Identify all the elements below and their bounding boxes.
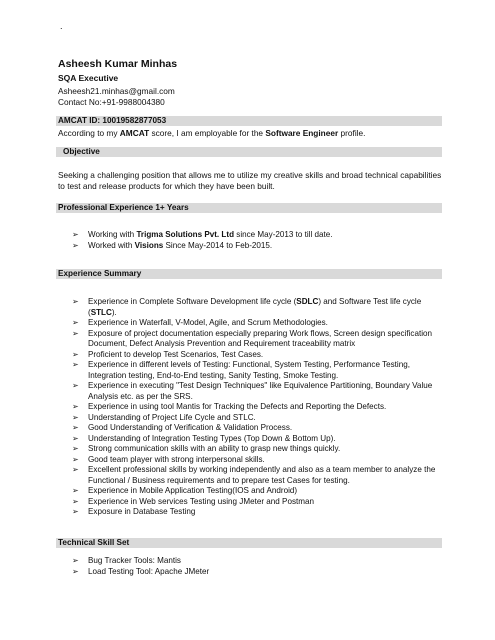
exp-pre: Worked with <box>88 240 135 250</box>
list-item <box>72 486 444 497</box>
list-item <box>72 318 444 329</box>
amcat-text-b2: Software Engineer <box>265 128 339 138</box>
list-item <box>72 350 444 361</box>
stray-dot: . <box>60 21 63 31</box>
arrow-bullet-icon: ➢ <box>72 566 79 576</box>
candidate-role: SQA Executive <box>58 73 119 83</box>
candidate-name: Asheesh Kumar Minhas <box>58 58 178 70</box>
arrow-bullet-icon: ➢ <box>72 433 79 443</box>
list-item <box>72 381 444 402</box>
arrow-bullet-icon: ➢ <box>72 318 79 327</box>
arrow-bullet-icon: ➢ <box>72 360 79 369</box>
summary-item-text: Experience in Mobile Application Testing(IOS and Android) <box>88 486 298 495</box>
summary-item-text: Experience in Waterfall, V-Model, Agile, and Scrum Methodologies. <box>88 318 328 327</box>
list-item <box>72 329 444 350</box>
amcat-heading <box>56 116 442 126</box>
list-item <box>72 465 444 486</box>
exp-pre: Working with <box>88 230 137 239</box>
objective-text: Seeking a challenging position that allows me to utilize my creative skills and broad technical capabilities to test and release products for which they have been built. <box>58 170 442 191</box>
summary-heading <box>56 269 442 279</box>
summary-item0-mid: ) and Software Test life cycle ( <box>88 297 422 317</box>
list-item <box>72 444 444 455</box>
summary-item-text: Excellent professional skills by working independently and also as a team member to analyze the Functional / Business requirements and to prepare test Cases for testing. <box>88 465 436 485</box>
list-item <box>72 455 444 466</box>
list-item <box>72 241 444 252</box>
list-item <box>72 434 444 445</box>
exp-post: since May-2013 to till date. <box>234 230 333 239</box>
summary-item0-pre: Experience in Complete Software Development life cycle ( <box>88 297 297 306</box>
arrow-bullet-icon: ➢ <box>72 402 79 411</box>
arrow-bullet-icon: ➢ <box>72 507 79 516</box>
candidate-email: Asheesh21.minhas@gmail.com <box>58 86 175 96</box>
skill-item-text: Bug Tracker Tools: Mantis <box>88 556 181 565</box>
list-item <box>72 497 444 508</box>
summary-item-text: Good team player with strong interpersonal skills. <box>88 454 265 464</box>
list-item <box>72 230 444 241</box>
arrow-bullet-icon: ➢ <box>72 423 79 432</box>
arrow-bullet-icon: ➢ <box>72 412 79 422</box>
summary-item0-post: ). <box>111 307 117 317</box>
summary-item-text: Experience in using tool Mantis for Tracking the Defects and Reporting the Defects. <box>88 402 387 411</box>
list-item <box>72 297 444 318</box>
arrow-bullet-icon: ➢ <box>72 349 79 359</box>
skill-item-text: Load Testing Tool: Apache JMeter <box>88 566 210 576</box>
list-item <box>72 507 444 518</box>
list-item <box>72 556 444 567</box>
objective-heading-text: Objective <box>63 147 100 156</box>
arrow-bullet-icon: ➢ <box>72 556 79 565</box>
summary-item-text: Proficient to develop Test Scenarios, Test Cases. <box>88 349 264 359</box>
arrow-bullet-icon: ➢ <box>72 486 79 495</box>
arrow-bullet-icon: ➢ <box>72 381 79 390</box>
summary-item-text: Exposure of project documentation especially preparing Work flows, Screen design specification Document, Defect Analysis Prevention and Requirement traceability matrix <box>88 328 433 348</box>
list-item <box>72 423 444 434</box>
summary-item-text: Experience in executing "Test Design Techniques" like Equivalence Partitioning, Boundary Value Analysis etc. as per the SRS. <box>88 381 433 401</box>
skills-heading <box>56 538 442 548</box>
experience-heading <box>56 203 442 213</box>
exp-post: Since May-2014 to Feb-2015. <box>163 240 273 250</box>
summary-heading-text: Experience Summary <box>58 269 142 278</box>
amcat-text-mid: score, I am employable for the <box>149 128 266 138</box>
exp-company: Trigma Solutions Pvt. Ltd <box>136 230 235 239</box>
summary-item0-b2: STLC <box>90 307 112 317</box>
candidate-contact: Contact No:+91-9988004380 <box>58 97 165 107</box>
list-item <box>72 402 444 413</box>
amcat-text-pre: According to my <box>58 128 120 138</box>
list-item <box>72 360 444 381</box>
amcat-text-post: profile. <box>338 128 366 138</box>
summary-item-text: Experience in Web services Testing using JMeter and Postman <box>88 496 314 506</box>
objective-heading <box>56 147 442 157</box>
arrow-bullet-icon: ➢ <box>72 328 79 338</box>
summary-item-text: Good Understanding of Verification & Validation Process. <box>88 423 293 432</box>
exp-company: Visions <box>134 240 164 250</box>
summary-item-text: Strong communication skills with an ability to grasp new things quickly. <box>88 444 341 453</box>
amcat-text-b1: AMCAT <box>119 128 150 138</box>
summary-item-text: Understanding of Integration Testing Types (Top Down & Bottom Up). <box>88 433 336 443</box>
list-item <box>72 567 444 578</box>
amcat-heading-text: AMCAT ID: 10019582877053 <box>58 116 167 125</box>
arrow-bullet-icon: ➢ <box>72 496 79 506</box>
list-item <box>72 413 444 424</box>
summary-list <box>72 297 444 518</box>
arrow-bullet-icon: ➢ <box>72 454 79 464</box>
arrow-bullet-icon: ➢ <box>72 230 79 239</box>
summary-item0-b1: SDLC <box>296 297 319 306</box>
arrow-bullet-icon: ➢ <box>72 297 79 306</box>
amcat-statement <box>58 128 365 138</box>
arrow-bullet-icon: ➢ <box>72 465 79 474</box>
summary-item-text: Experience in different levels of Testing: Functional, System Testing, Performance Testing, Integration testing, End-to-End testing, Sanity Testing, Smoke Testing. <box>88 360 410 380</box>
experience-heading-text: Professional Experience 1+ Years <box>58 203 189 212</box>
arrow-bullet-icon: ➢ <box>72 240 79 250</box>
skills-list <box>72 556 444 577</box>
experience-list <box>72 230 444 251</box>
summary-item-text: Exposure in Database Testing <box>88 507 196 516</box>
arrow-bullet-icon: ➢ <box>72 444 79 453</box>
summary-item-text: Understanding of Project Life Cycle and STLC. <box>88 412 256 422</box>
skills-heading-text: Technical Skill Set <box>58 538 130 547</box>
